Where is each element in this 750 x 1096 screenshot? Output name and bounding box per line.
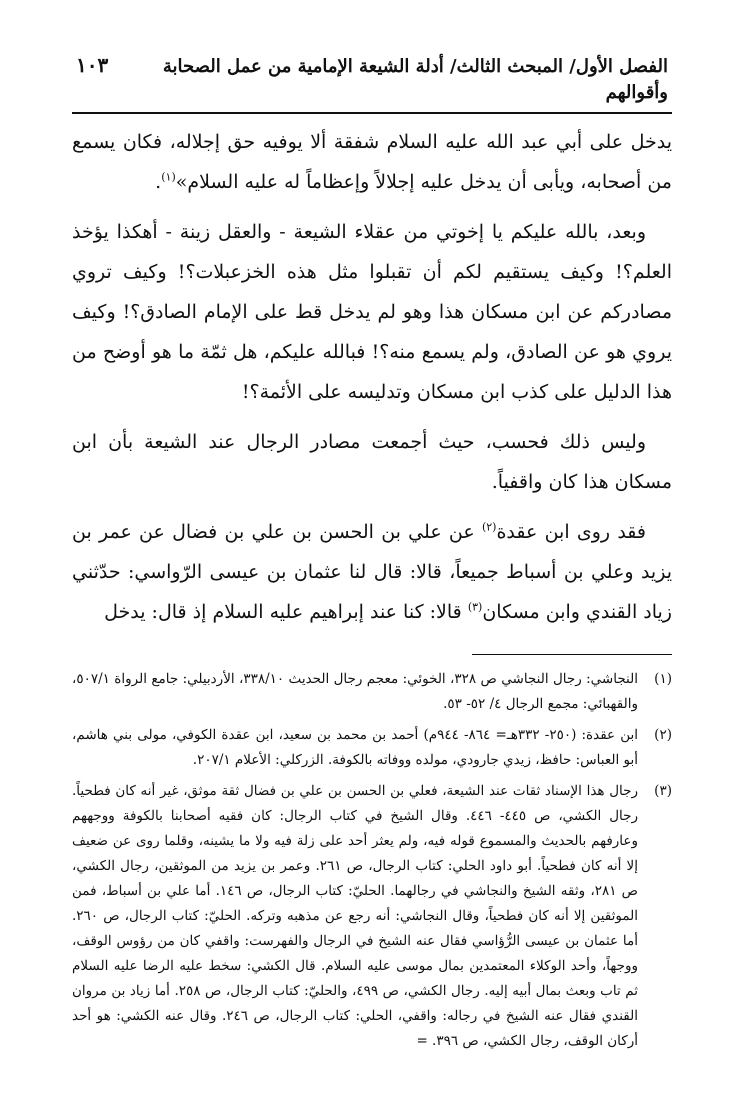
paragraph-2: وبعد، بالله عليكم يا إخوتي من عقلاء الشيعة - والعقل زينة - أهكذا يؤخذ العلم؟! وكيف يستقيم لكم أن تقبلوا مثل هذه الخزعبلات؟! وكيف تروي مصادركم عن ابن مسكان هذا وهو لم يدخل قط على الإمام الصادق؟! وكيف يروي هو عن الصادق، ولم يسمع منه؟! فبالله عليكم، هل ثمّة ما هو أوضح من هذا الدليل على كذب ابن مسكان وتدليسه على الأئمة؟! — [72, 221, 672, 403]
footnote-ref-1: (١) — [161, 170, 176, 184]
page-number: ١٠٣ — [76, 53, 109, 77]
running-header — [72, 52, 672, 112]
footnote-2 — [72, 723, 672, 773]
footnote-number: (٣) — [654, 783, 672, 799]
footnote-text: ابن عقدة: (٢٥٠- ٣٣٢هـ= ٨٦٤- ٩٤٤م) أحمد بن محمد بن سعيد، ابن عقدة الكوفي، مولى بني هاشم، أبو العباس: حافظ، زيدي جارودي، مولده ووفاته بالكوفة. الزركلي: الأعلام ٢٠٧/١. — [72, 727, 638, 768]
footnote-ref-3: (٣) — [467, 600, 483, 614]
footnote-1 — [72, 667, 672, 717]
footnotes — [72, 667, 672, 1054]
header-rule — [72, 112, 672, 114]
footnote-number: (١) — [654, 671, 672, 687]
footnote-text: رجال هذا الإسناد ثقات عند الشيعة، فعلي بن الحسن بن علي بن فضال ثقة موثق، غير أنه كان فطحياً. رجال الكشي، ص ٤٤٥- ٤٤٦. وقال الشيخ في كتاب الرجال: كان فقيه أصحابنا بالكوفة ووجههم وعارفهم بالحديث والمسموع قوله فيه، ولم يعثر أحد على زلة فيه ولا ما يشينه، وقلما روى عن ضعيف إلا أنه كان فطحياً. أبو داود الحلي: كتاب الرجال، ص ٢٦١. وعمر بن يزيد من الموثقين، رجال الكشي، ص ٢٨١، وثقه الشيخ والنجاشي في رجالهما. الحليّ: كتاب الرجال، ص ١٤٦. أما علي بن أسباط، فمن الموثقين إلا أنه كان فطحياً، وقال النجاشي: أنه رجع عن مذهبه وتركه. الحليّ: كتاب الرجال، ص ٢٦٠. أما عثمان بن عيسى الرُّؤاسي فقال عنه الشيخ في الرجال والفهرست: واقفي كان من رؤوس الوقف، ووجهاً، وأحد الوكلاء المعتمدين بمال موسى عليه السلام. قال الكشي: سخط عليه الرضا عليه السلام ثم تاب وبعث بمال أبيه إليه. رجال الكشي، ص ٤٩٩، والحليّ: كتاب الرجال، ص ٢٥٨. أما زياد بن مروان القندي فقال عنه الشيخ في رجاله: واقفي، الحلي: كتاب الرجال، ص ٢٤٦. وقال عنه الكشي: هو أحد أركان الوقف، رجال الكشي، ص ٣٩٦. = — [72, 783, 638, 1049]
main-text — [72, 122, 672, 632]
footnote-separator — [472, 654, 672, 655]
footnote-ref-2: (٢) — [481, 520, 497, 534]
chapter-title: الفصل الأول/ المبحث الثالث/ أدلة الشيعة الإمامية من عمل الصحابة وأقوالهم — [162, 56, 668, 103]
footnote-text: النجاشي: رجال النجاشي ص ٣٢٨، الخوئي: معجم رجال الحديث ٣٣٨/١٠، الأردبيلي: جامع الرواة ٥٠٧/١، والقهبائي: مجمع الرجال ٤/ ٥٢- ٥٣. — [72, 671, 638, 712]
paragraph-3: وليس ذلك فحسب، حيث أجمعت مصادر الرجال عند الشيعة بأن ابن مسكان هذا كان واقفياً. — [72, 431, 672, 493]
footnote-3 — [72, 779, 672, 1054]
paragraph-4: فقد روى ابن عقدة$^{(٢)}$ عن علي بن الحسن بن علي بن فضال عن عمر بن يزيد وعلي بن أسباط جميعاً، قالا: قال لنا عثمان بن عيسى الرّواسي: حدّثني زياد القندي وابن مسكان$^{(٣)}$ قالا: كنا عند إبراهيم عليه السلام إذ قال: يدخل — [72, 520, 672, 623]
paragraph-1: يدخل على أبي عبد الله عليه السلام شفقة ألا يوفيه حق إجلاله، فكان يسمع من أصحابه، ويأبى أن يدخل عليه إجلالاً وإعظاماً له عليه السلام»$^{(١)}$. — [72, 131, 672, 193]
footnote-number: (٢) — [654, 727, 672, 743]
